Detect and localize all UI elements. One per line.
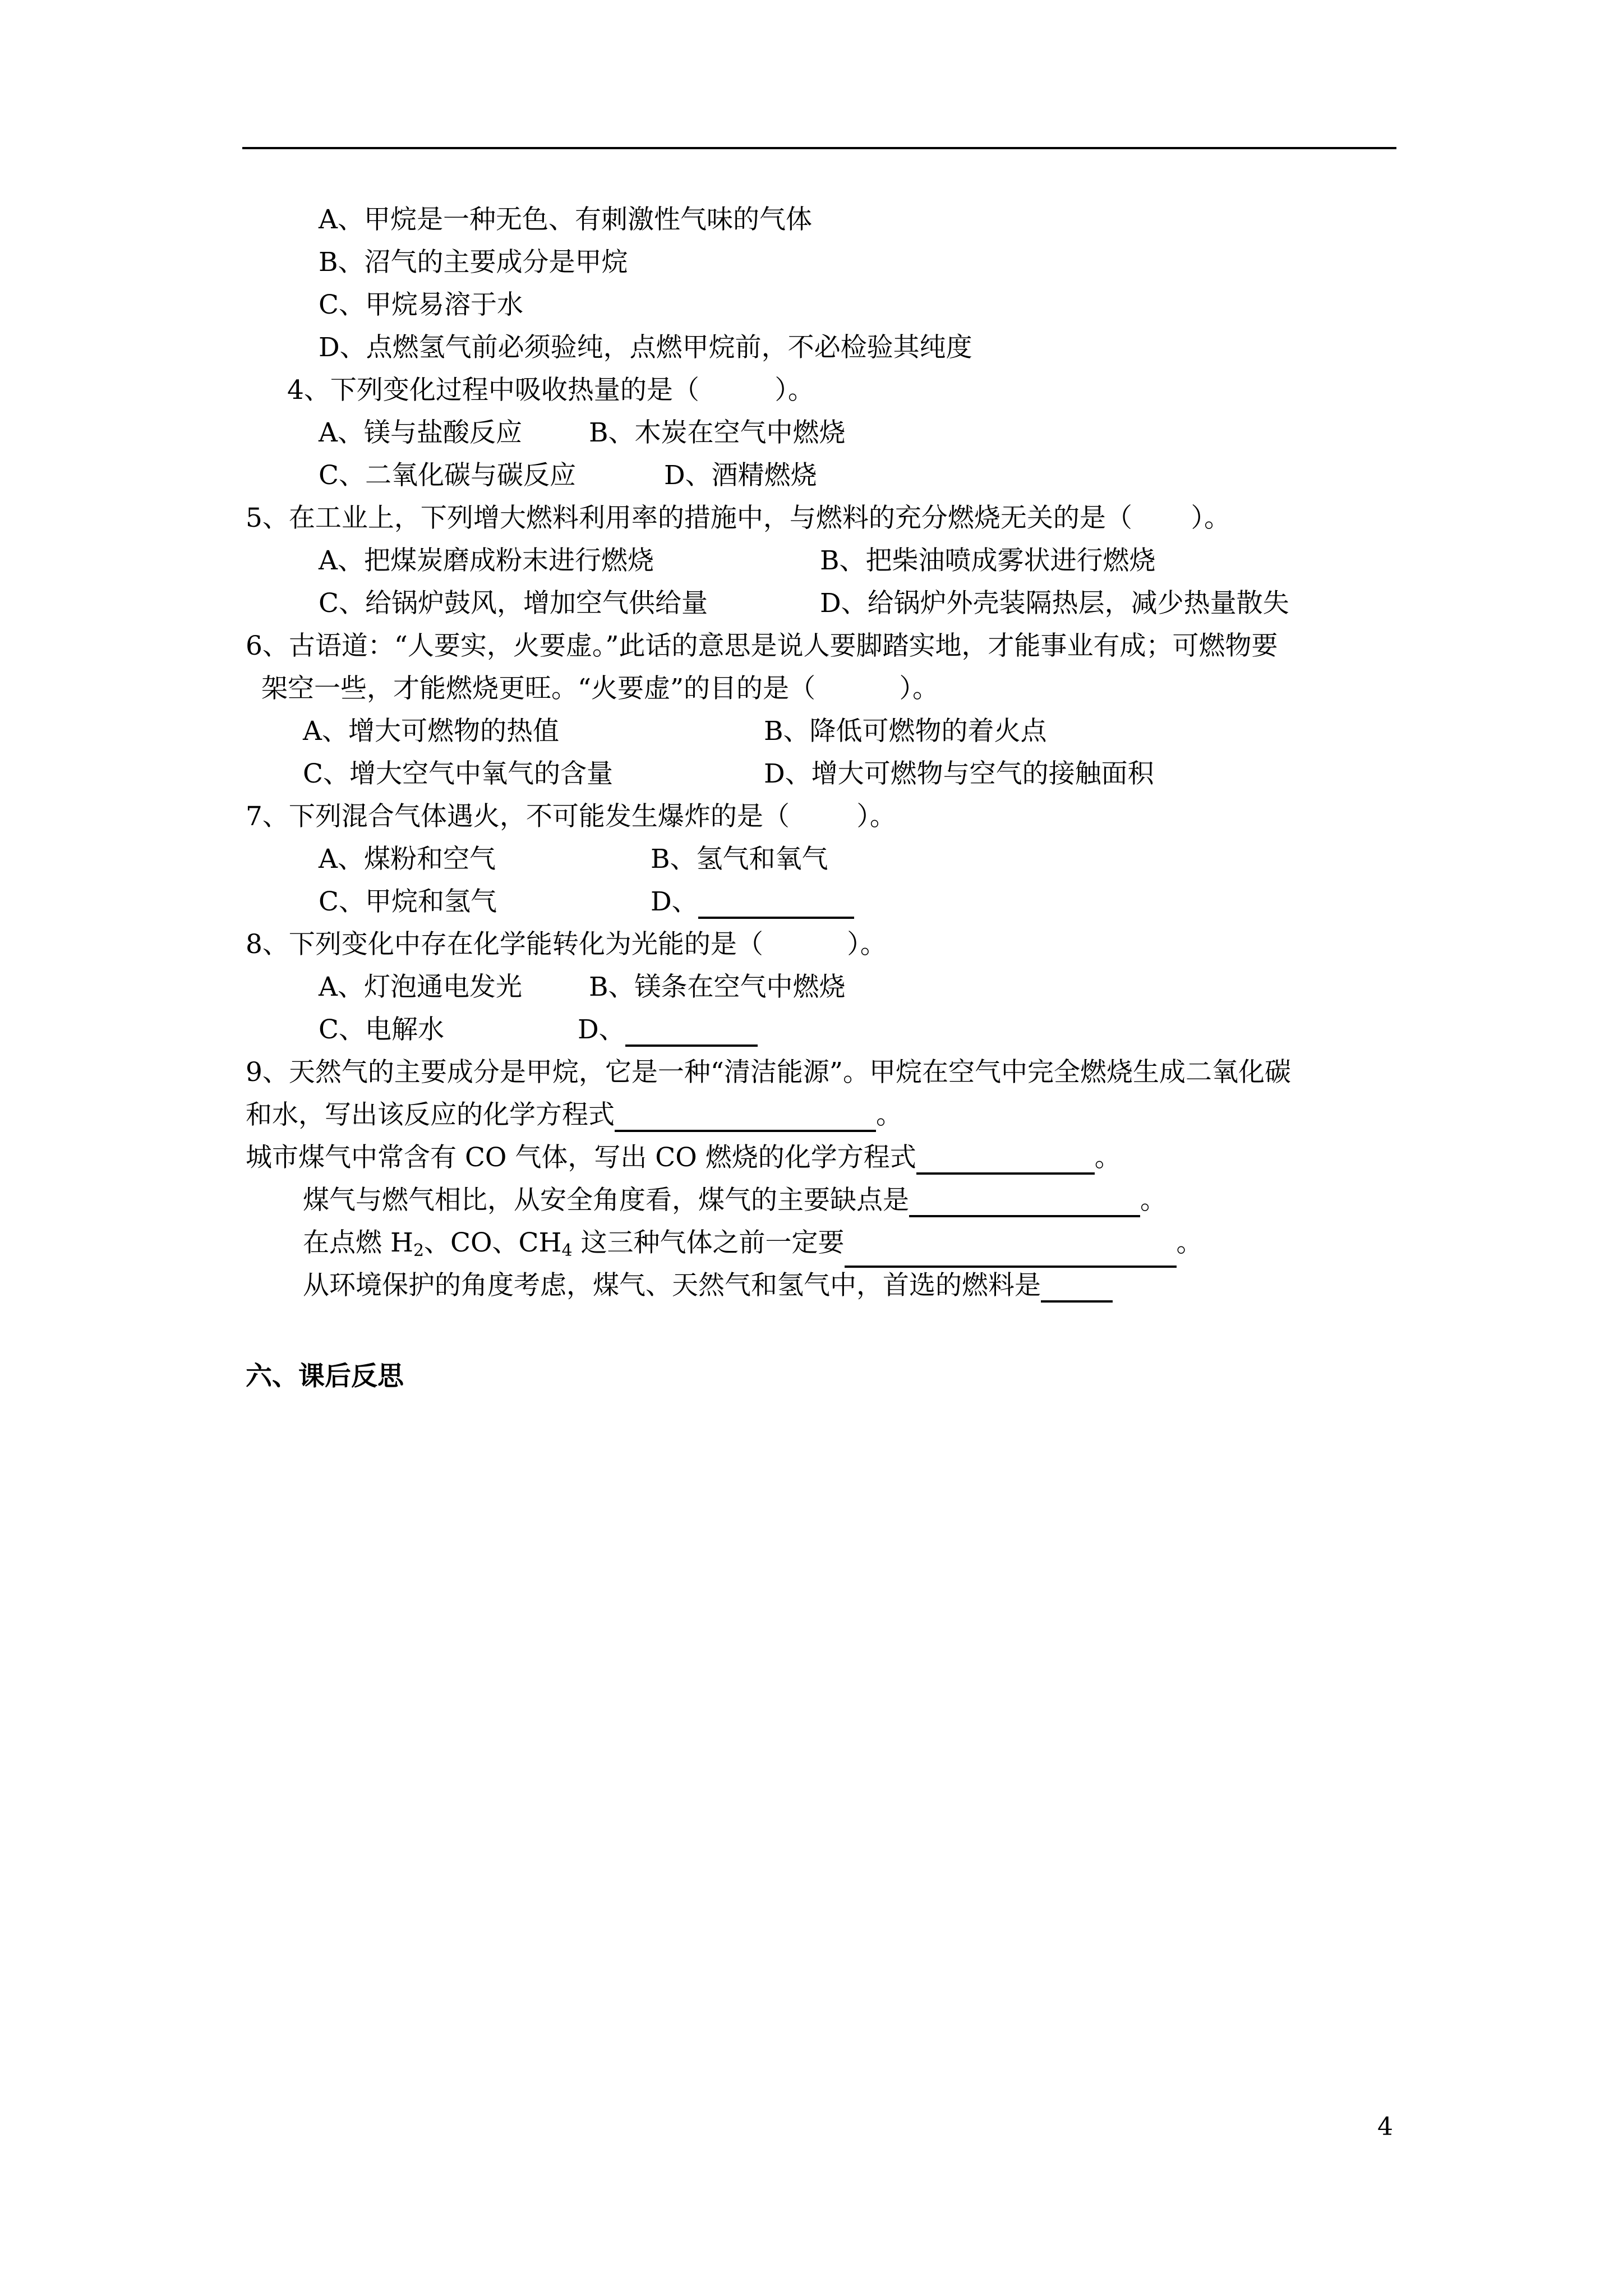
q4-option-d: D、酒精燃烧 [664,460,817,491]
q8-stem: 8、下列变化中存在化学能转化为光能的是（ ）。 [246,929,887,960]
co-equation-blank[interactable] [916,1143,1095,1175]
q3-option-a: A、甲烷是一种无色、有刺激性气味的气体 [319,204,812,235]
q9-line2-wrap [246,1098,902,1132]
q5-option-a: A、把煤炭磨成粉末进行燃烧 [319,545,654,576]
q5-option-d: D、给锅炉外壳装隔热层，减少热量散失 [820,588,1289,619]
page-number: 4 [1377,2113,1393,2141]
q8-option-d-blank[interactable] [625,1015,758,1047]
q6-stem-1: 6、古语道：“人要实，火要虚。”此话的意思是说人要脚踏实地，才能事业有成；可燃物要 [246,631,1278,661]
q5-option-b: B、把柴油喷成雾状进行燃烧 [820,545,1156,576]
q9-period-1: 。 [876,1099,902,1130]
section-6-line [0,1360,404,1461]
q3-option-b: B、沼气的主要成分是甲烷 [319,247,628,278]
q7-option-b: B、氢气和氧气 [651,844,828,875]
q9-period-3: 。 [1140,1185,1166,1216]
q4-stem: 4、下列变化过程中吸收热量的是（ ）。 [287,375,814,406]
q7-option-a: A、煤粉和空气 [319,844,496,875]
q3-option-c: C、甲烷易溶于水 [319,289,523,320]
q6-option-a: A、增大可燃物的热值 [303,716,559,747]
q7-option-d-blank[interactable] [698,887,854,919]
q4-option-c: C、二氧化碳与碳反应 [319,460,576,491]
q9-line6 [0,1269,1041,1370]
q8-option-d-wrap [578,1013,758,1047]
q9-text-3: 城市煤气中常含有 CO 气体，写出 CO 燃烧的化学方程式 [246,1142,916,1173]
q4-option-a: A、镁与盐酸反应 [319,417,522,448]
q5-stem: 5、在工业上，下列增大燃料利用率的措施中，与燃料的充分燃烧无关的是（ ）。 [246,503,1230,533]
q9-equation-blank[interactable] [615,1101,876,1132]
q6-option-b: B、降低可燃物的着火点 [764,716,1047,747]
q9-period-4: 。 [1176,1227,1203,1258]
q9-text-4: 煤气与燃气相比，从安全角度看，煤气的主要缺点是 [303,1185,909,1216]
section-6-heading: 六、课后反思 [246,1361,404,1392]
h2-subscript: 2 [413,1241,425,1260]
q9-period-2: 。 [1094,1142,1121,1173]
gas-drawback-blank[interactable] [909,1186,1140,1217]
q4-option-b: B、木炭在空气中燃烧 [589,417,846,448]
q9-text-5c: 这三种气体之前一定要 [572,1227,845,1258]
q5-option-c: C、给锅炉鼓风，增加空气供给量 [319,588,708,619]
q9-text-6: 从环境保护的角度考虑，煤气、天然气和氢气中，首选的燃料是 [303,1270,1041,1301]
q6-option-d: D、增大可燃物与空气的接触面积 [764,758,1154,789]
q8-option-c: C、电解水 [319,1014,444,1045]
before-ignite-blank[interactable] [845,1236,1177,1268]
header-rule [242,147,1396,149]
q9-line4-wrap [303,1184,1166,1217]
q9-line5-wrap [303,1226,1203,1268]
q9-text-5a: 在点燃 H [303,1227,413,1258]
q7-option-c: C、甲烷和氢气 [319,886,497,917]
q6-option-c: C、增大空气中氧气的含量 [303,758,613,789]
q7-option-d-wrap [651,885,854,919]
q9-line3-wrap [246,1141,1121,1175]
q6-stem-2: 架空一些，才能燃烧更旺。“火要虚”的目的是（ ）。 [261,673,939,704]
q3-option-d: D、点燃氢气前必须验纯，点燃甲烷前，不必检验其纯度 [319,332,972,363]
q9-line6-wrap [303,1269,1113,1303]
q8-option-a: A、灯泡通电发光 [319,972,522,1002]
q9-text-5b: 、CO、CH [424,1227,562,1258]
q9-text-2: 和水，写出该反应的化学方程式 [246,1099,615,1130]
ch4-subscript: 4 [561,1241,573,1260]
q7-option-d: D、 [651,886,698,917]
q9-text-1: 9、天然气的主要成分是甲烷，它是一种“清洁能源”。甲烷在空气中完全燃烧生成二氧化碳 [246,1057,1291,1088]
q8-option-d: D、 [578,1014,625,1045]
q7-stem: 7、下列混合气体遇火，不可能发生爆炸的是（ ）。 [246,801,896,832]
q8-option-b: B、镁条在空气中燃烧 [589,972,846,1002]
preferred-fuel-blank[interactable] [1041,1271,1113,1303]
